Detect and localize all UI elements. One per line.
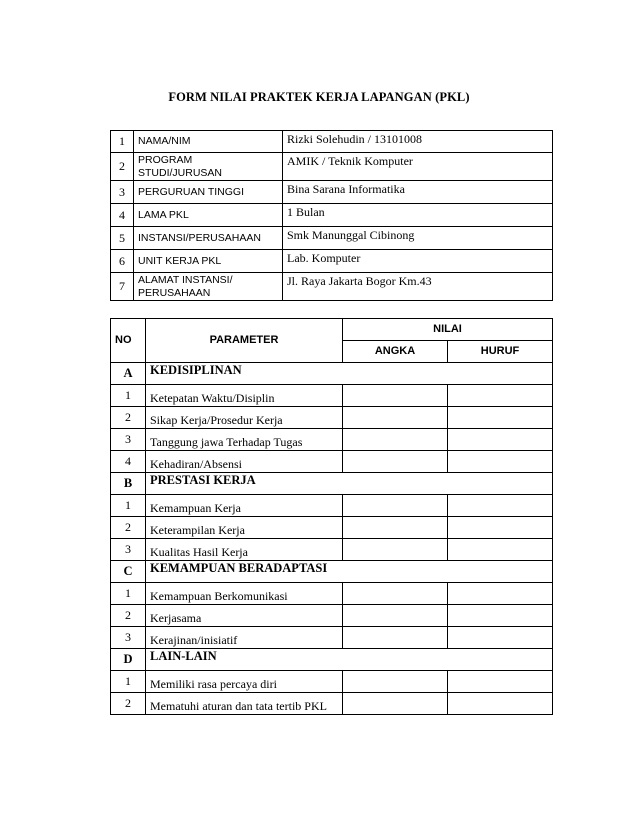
header-parameter: PARAMETER <box>146 319 343 363</box>
item-no: 2 <box>111 517 146 539</box>
info-row <box>111 181 553 204</box>
huruf-cell[interactable] <box>448 671 553 693</box>
info-no: 1 <box>111 131 134 153</box>
info-value: Bina Sarana Informatika <box>283 181 553 204</box>
info-value: 1 Bulan <box>283 204 553 227</box>
angka-cell[interactable] <box>343 605 448 627</box>
info-label: PERGURUAN TINGGI <box>134 181 283 204</box>
angka-cell[interactable] <box>343 517 448 539</box>
section-code: B <box>111 473 146 495</box>
huruf-cell[interactable] <box>448 693 553 715</box>
table-row <box>111 605 553 627</box>
section-title: LAIN-LAIN <box>146 649 553 671</box>
table-row <box>111 407 553 429</box>
angka-cell[interactable] <box>343 671 448 693</box>
huruf-cell[interactable] <box>448 627 553 649</box>
section-title: PRESTASI KERJA <box>146 473 553 495</box>
section-code: D <box>111 649 146 671</box>
item-parameter: Kerjasama <box>146 605 343 627</box>
section-code: A <box>111 363 146 385</box>
info-no: 2 <box>111 153 134 181</box>
angka-cell[interactable] <box>343 495 448 517</box>
item-parameter: Sikap Kerja/Prosedur Kerja <box>146 407 343 429</box>
info-label: PROGRAM STUDI/JURUSAN <box>134 153 283 181</box>
info-row <box>111 227 553 250</box>
huruf-cell[interactable] <box>448 451 553 473</box>
section-code: C <box>111 561 146 583</box>
header-angka: ANGKA <box>343 341 448 363</box>
item-no: 1 <box>111 495 146 517</box>
table-row <box>111 627 553 649</box>
item-parameter: Kerajinan/inisiatif <box>146 627 343 649</box>
section-row <box>111 473 553 495</box>
info-label: LAMA PKL <box>134 204 283 227</box>
angka-cell[interactable] <box>343 539 448 561</box>
info-row <box>111 153 553 181</box>
huruf-cell[interactable] <box>448 517 553 539</box>
info-value: AMIK / Teknik Komputer <box>283 153 553 181</box>
info-value: Jl. Raya Jakarta Bogor Km.43 <box>283 273 553 301</box>
table-row <box>111 495 553 517</box>
item-parameter: Keterampilan Kerja <box>146 517 343 539</box>
info-no: 7 <box>111 273 134 301</box>
section-title: KEDISIPLINAN <box>146 363 553 385</box>
huruf-cell[interactable] <box>448 495 553 517</box>
info-label: NAMA/NIM <box>134 131 283 153</box>
item-no: 1 <box>111 385 146 407</box>
item-parameter: Mematuhi aturan dan tata tertib PKL <box>146 693 343 715</box>
info-row <box>111 250 553 273</box>
angka-cell[interactable] <box>343 385 448 407</box>
angka-cell[interactable] <box>343 429 448 451</box>
angka-cell[interactable] <box>343 693 448 715</box>
item-no: 4 <box>111 451 146 473</box>
item-parameter: Ketepatan Waktu/Disiplin <box>146 385 343 407</box>
info-label: ALAMAT INSTANSI/ PERUSAHAAN <box>134 273 283 301</box>
item-parameter: Kemampuan Kerja <box>146 495 343 517</box>
item-no: 3 <box>111 539 146 561</box>
table-row <box>111 671 553 693</box>
item-no: 1 <box>111 671 146 693</box>
info-value: Rizki Solehudin / 13101008 <box>283 131 553 153</box>
huruf-cell[interactable] <box>448 429 553 451</box>
item-no: 2 <box>111 407 146 429</box>
info-no: 3 <box>111 181 134 204</box>
table-row <box>111 583 553 605</box>
header-nilai: NILAI <box>343 319 553 341</box>
item-no: 2 <box>111 605 146 627</box>
huruf-cell[interactable] <box>448 583 553 605</box>
info-value: Smk Manunggal Cibinong <box>283 227 553 250</box>
info-value: Lab. Komputer <box>283 250 553 273</box>
info-row <box>111 131 553 153</box>
item-no: 3 <box>111 429 146 451</box>
section-row <box>111 649 553 671</box>
table-row <box>111 385 553 407</box>
huruf-cell[interactable] <box>448 407 553 429</box>
header-huruf: HURUF <box>448 341 553 363</box>
angka-cell[interactable] <box>343 451 448 473</box>
huruf-cell[interactable] <box>448 605 553 627</box>
section-title: KEMAMPUAN BERADAPTASI <box>146 561 553 583</box>
grade-table <box>110 318 553 715</box>
header-no: NO <box>111 319 146 363</box>
item-parameter: Memiliki rasa percaya diri <box>146 671 343 693</box>
info-no: 5 <box>111 227 134 250</box>
table-row <box>111 693 553 715</box>
item-parameter: Tanggung jawa Terhadap Tugas <box>146 429 343 451</box>
section-row <box>111 561 553 583</box>
angka-cell[interactable] <box>343 407 448 429</box>
item-parameter: Kehadiran/Absensi <box>146 451 343 473</box>
form-title: FORM NILAI PRAKTEK KERJA LAPANGAN (PKL) <box>168 90 470 104</box>
table-row <box>111 539 553 561</box>
info-no: 6 <box>111 250 134 273</box>
item-parameter: Kemampuan Berkomunikasi <box>146 583 343 605</box>
grade-header-row <box>111 319 553 341</box>
section-row <box>111 363 553 385</box>
item-no: 1 <box>111 583 146 605</box>
huruf-cell[interactable] <box>448 539 553 561</box>
table-row <box>111 517 553 539</box>
info-label: INSTANSI/PERUSAHAAN <box>134 227 283 250</box>
student-info-table <box>110 130 553 301</box>
info-row <box>111 273 553 301</box>
item-parameter: Kualitas Hasil Kerja <box>146 539 343 561</box>
info-label: UNIT KERJA PKL <box>134 250 283 273</box>
item-no: 2 <box>111 693 146 715</box>
huruf-cell[interactable] <box>448 385 553 407</box>
angka-cell[interactable] <box>343 583 448 605</box>
angka-cell[interactable] <box>343 627 448 649</box>
info-no: 4 <box>111 204 134 227</box>
item-no: 3 <box>111 627 146 649</box>
info-row <box>111 204 553 227</box>
table-row <box>111 429 553 451</box>
table-row <box>111 451 553 473</box>
